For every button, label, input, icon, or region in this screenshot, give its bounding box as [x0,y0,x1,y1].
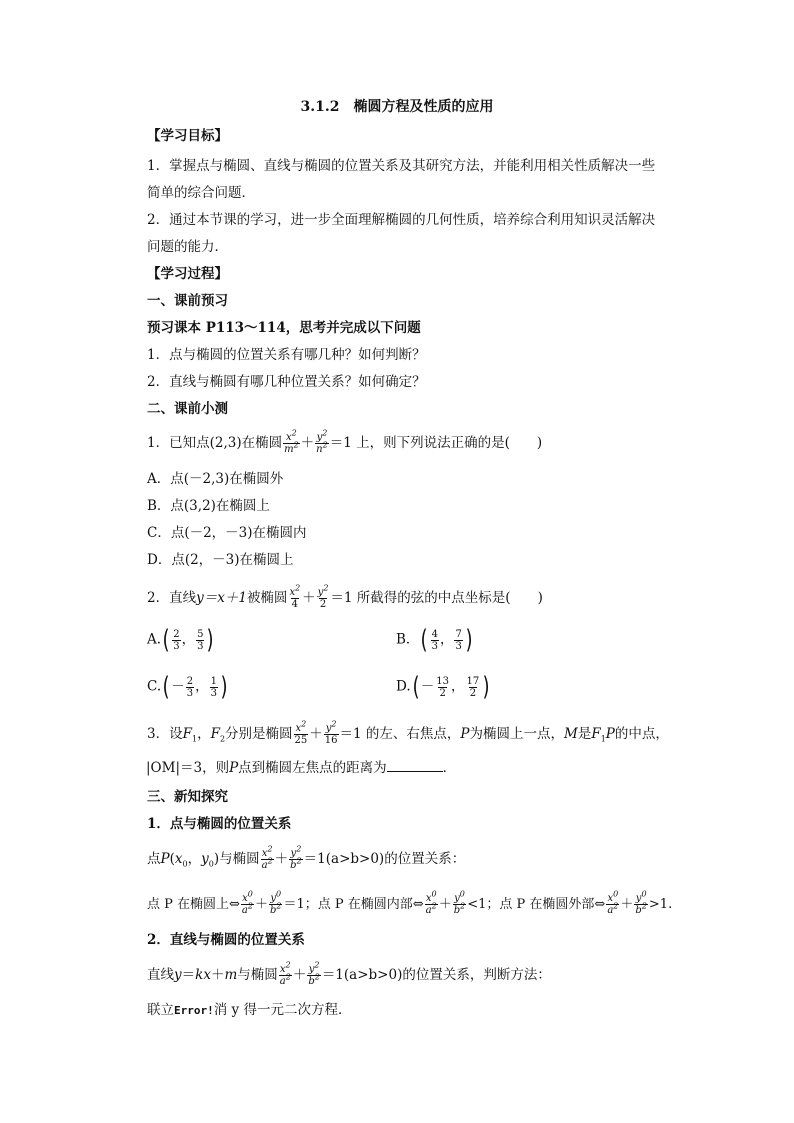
q1-suffix: ＝1 上，则下列说法正确的是( ) [329,435,543,451]
knowledge-2-heading: 2．直线与椭圆的位置关系 [147,932,305,948]
knowledge-1-line-1: 点$P(x_0$，$y_0$)与椭圆 $\frac{x^2}{a^2}$ ＋ $\frac{y^2}{b^2}$ ＝1(a>b>0)的位置关系： [147,844,466,871]
q3-part-1: 3．设 [147,726,183,742]
q2-line-eq: y＝x＋1 [196,590,247,606]
q3-part-4: 为椭圆上一点， [469,726,564,742]
test-question-2: 2．直线y＝x＋1被椭圆 $\frac{x^2}{4}$ ＋ $\frac{y^2}{2}$ ＝1 所截得的弦的中点坐标是( ) [147,583,543,610]
k1-l1-a: 点 [147,851,161,867]
q2-option-c: C.( － $\frac{2}{3}$ ， $\frac{1}{3}$ ) [147,672,228,702]
k1-l1-c: ＝1(a>b>0)的位置关系： [303,851,466,867]
q3-part-3: ＝1 的左、右焦点， [339,726,461,742]
knowledge-2-line-2 [147,1000,351,1021]
q2-prefix: 2．直线 [147,590,197,606]
q2-suffix: ＝1 所截得的弦的中点坐标是( ) [330,590,543,606]
k1-l1-b: 与椭圆 [219,851,260,867]
k1-l2-a: 点 P 在椭圆上⇔ [147,897,240,912]
fraction-y2-n2: $\frac{y^2}{n^2}$ [316,428,328,455]
q2-option-c-label: C. [147,678,162,695]
k1-l2-b: ＝1；点 P 在椭圆内部⇔ [283,897,424,912]
k2-l2-b: 消 y 得一元二次方程． [213,1002,352,1018]
k1-l2-c: <1；点 P 在椭圆外部⇔ [467,897,606,912]
preview-question-1: 1．点与椭圆的位置关系有哪几种？如何判断？ [147,347,426,363]
preview-instruction: 预习课本 P113～114，思考并完成以下问题 [147,320,421,336]
fraction-x2-m2: $\frac{x^2}{m^2}$ [284,428,299,455]
knowledge-1-line-2: 点 P 在椭圆上⇔ $\frac{x^0}{a^2}$ ＋ $\frac{y^0}{b^2}$ ＝1；点 P 在椭圆内部⇔ $\frac{x^0}{a^2}$ ＋ $\frac{y^0}{b^2}$ <1；点 P 在椭圆外部⇔ $\frac{x^0}{a^2}$ ＋ $\frac{y^0}{b^2}$ >1. [147,889,673,916]
q2-option-b: B．( $\frac{4}{3}$ ， $\frac{7}{3}$ ) [396,625,473,655]
q3-part-7: |OM|＝3，则 [146,760,230,776]
goal-2-line-2: 问题的能力． [147,239,228,255]
q3-part-9: ． [442,760,457,776]
q1-option-c: C．点(－2，－3)在椭圆内 [147,525,307,541]
goal-2-line-1: 2．通过本节课的学习，进一步全面理解椭圆的几何性质，培养综合利用知识灵活解决 [147,212,656,228]
q2-option-d: D.( － $\frac{13}{2}$ ， $\frac{17}{2}$ ) [396,672,490,702]
q3-part-8: 点到椭圆左焦点的距离为 [238,760,387,776]
q1-option-a: A．点(－2,3)在椭圆外 [147,471,284,487]
process-header: 【学习过程】 [147,266,228,282]
q2-option-b-label: B． [396,631,420,648]
q2-option-a: A.( $\frac{2}{3}$ ， $\frac{5}{3}$ ) [147,625,215,655]
goal-1-line-2: 简单的综合问题． [147,185,255,201]
answer-blank [387,757,443,772]
goal-1-line-1: 1．掌握点与椭圆、直线与椭圆的位置关系及其研究方法，并能利用相关性质解决一些 [147,158,656,174]
k2-l2-a: 联立 [147,1002,174,1018]
goal-header: 【学习目标】 [147,128,228,144]
knowledge-1-heading: 1．点与椭圆的位置关系 [147,816,292,832]
q1-option-d: D．点(2，－3)在椭圆上 [147,552,294,568]
section-3-heading: 三、新知探究 [147,789,228,805]
q3-part-5: 是 [577,726,592,742]
fraction-x2-25: $\frac{x^2}{25}$ [294,719,308,746]
q1-prefix: 1．已知点(2,3)在椭圆 [147,435,283,451]
preview-question-2: 2．直线与椭圆有哪几种位置关系？如何确定？ [147,374,426,390]
test-question-3-line-2: |OM|＝3，则P点到椭圆左焦点的距离为 ． [146,757,456,778]
q1-option-b: B．点(3,2)在椭圆上 [147,498,270,514]
k2-l1-a: 直线 [147,967,174,983]
k2-l1-b: 与椭圆 [237,967,278,983]
q2-option-a-label: A. [147,631,162,648]
fraction-y2-2: $\frac{y^2}{2}$ [317,583,329,610]
page-title: 3.1.2 椭圆方程及性质的应用 [300,99,494,115]
q3-part-6: 的中点， [614,726,669,742]
fraction-x2-4: $\frac{x^2}{4}$ [289,583,301,610]
q2-mid: 被椭圆 [246,590,288,606]
test-question-3-line-1: 3．设$F_1$，$F_2$分别是椭圆 $\frac{x^2}{25}$ ＋ $\frac{y^2}{16}$ ＝1 的左、右焦点，P为椭圆上一点，M是$F_1P$的中点， [147,719,669,746]
error-field-text: Error! [174,1004,214,1017]
q2-option-d-label: D. [396,678,411,695]
section-2-heading: 二、课前小测 [147,401,228,417]
section-1-heading: 一、课前预习 [147,293,228,309]
k1-l2-d: >1. [648,897,673,912]
knowledge-2-line-1: 直线y＝kx＋m与椭圆 $\frac{x^2}{a^2}$ ＋ $\frac{y^2}{b^2}$ ＝1(a>b>0)的位置关系，判断方法： [147,960,551,987]
test-question-1: 1．已知点(2,3)在椭圆 $\frac{x^2}{m^2}$ ＋ $\frac{y^2}{n^2}$ ＝1 上，则下列说法正确的是( ) [147,428,543,455]
k2-l1-c: ＝1(a>b>0)的位置关系，判断方法： [321,967,551,983]
q3-part-2: 分别是椭圆 [225,726,293,742]
fraction-y2-16: $\frac{y^2}{16}$ [324,719,338,746]
